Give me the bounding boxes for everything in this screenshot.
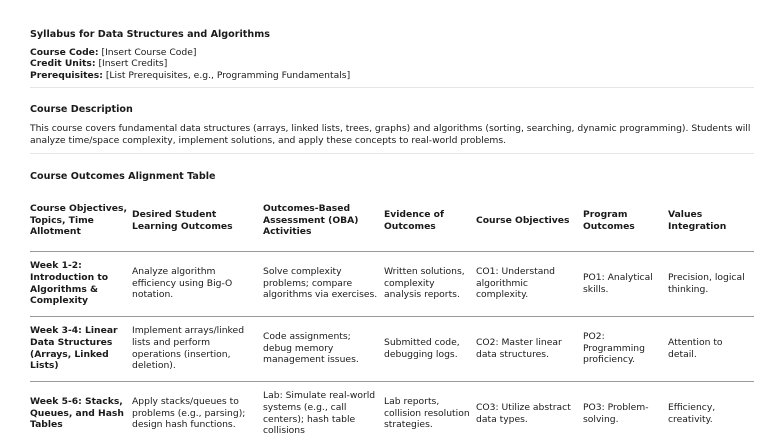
table-cell: Precision, logical thinking. <box>668 251 754 316</box>
table-cell: Week 5-6: Stacks, Queues, and Hash Tables <box>30 381 132 441</box>
divider <box>30 87 754 88</box>
table-header-row <box>30 191 754 252</box>
table-cell: Week 1-2: Introduction to Algorithms & Complexity <box>30 251 132 316</box>
table-cell: PO2: Programming proficiency. <box>583 316 668 381</box>
table-cell: Attention to detail. <box>668 316 754 381</box>
table-cell: Submitted code, debugging logs. <box>384 316 476 381</box>
table-cell: CO1: Understand algorithmic complexity. <box>476 251 583 316</box>
alignment-table-heading: Course Outcomes Alignment Table <box>30 170 216 182</box>
table-cell: Written solutions, complexity analysis reports. <box>384 251 476 316</box>
header-cell: Evidence of Outcomes <box>384 191 476 252</box>
table-cell: Solve complexity problems; compare algorithms via exercises. <box>263 251 384 316</box>
header-cell: Values Integration <box>668 191 754 252</box>
table-cell: Lab: Simulate real-world systems (e.g., call centers); hash table collisions <box>263 381 384 441</box>
header-cell: Program Outcomes <box>583 191 668 252</box>
table-cell: Implement arrays/linked lists and perform operations (insertion, deletion). <box>132 316 263 381</box>
header-cell: Desired Student Learning Outcomes <box>132 191 263 252</box>
table-cell: Analyze algorithm efficiency using Big-O notation. <box>132 251 263 316</box>
credit-units-label: Credit Units: <box>30 58 96 70</box>
table-cell: CO3: Utilize abstract data types. <box>476 381 583 441</box>
table-cell: Code assignments; debug memory management issues. <box>263 316 384 381</box>
table-row <box>30 316 754 381</box>
course-description-text: This course covers fundamental data structures (arrays, linked lists, trees, graphs) and algorithms (sorting, searching, dynamic programming). Students will analyze time/space complexity, implement solutions, and apply these concepts to real-world problems. <box>30 122 751 146</box>
table-cell: Week 3-4: Linear Data Structures (Arrays, Linked Lists) <box>30 316 132 381</box>
credit-units-value: [Insert Credits] <box>98 58 168 70</box>
header-cell: Course Objectives <box>476 191 583 252</box>
course-code-label: Course Code: <box>30 46 99 58</box>
alignment-table <box>30 191 754 441</box>
document-title: Syllabus for Data Structures and Algorithms <box>30 29 270 40</box>
header-cell: Course Objectives, Topics, Time Allotment <box>30 191 132 252</box>
table-cell: Efficiency, creativity. <box>668 381 754 441</box>
header-cell: Outcomes-Based Assessment (OBA) Activities <box>263 191 384 252</box>
divider <box>30 153 754 154</box>
table-cell: CO2: Master linear data structures. <box>476 316 583 381</box>
table-cell: PO1: Analytical skills. <box>583 251 668 316</box>
table-row <box>30 251 754 316</box>
table-row <box>30 381 754 441</box>
course-code-value: [Insert Course Code] <box>101 46 197 58</box>
prerequisites-label: Prerequisites: <box>30 69 103 81</box>
course-description-heading: Course Description <box>30 104 133 116</box>
table-cell: Lab reports, collision resolution strategies. <box>384 381 476 441</box>
course-code-line <box>30 47 754 59</box>
table-cell: Apply stacks/queues to problems (e.g., parsing); design hash functions. <box>132 381 263 441</box>
prerequisites-line <box>30 70 754 82</box>
table-cell: PO3: Problem-solving. <box>583 381 668 441</box>
prerequisites-value: [List Prerequisites, e.g., Programming Fundamentals] <box>105 69 351 81</box>
syllabus-page <box>30 29 754 441</box>
credit-units-line <box>30 58 754 70</box>
